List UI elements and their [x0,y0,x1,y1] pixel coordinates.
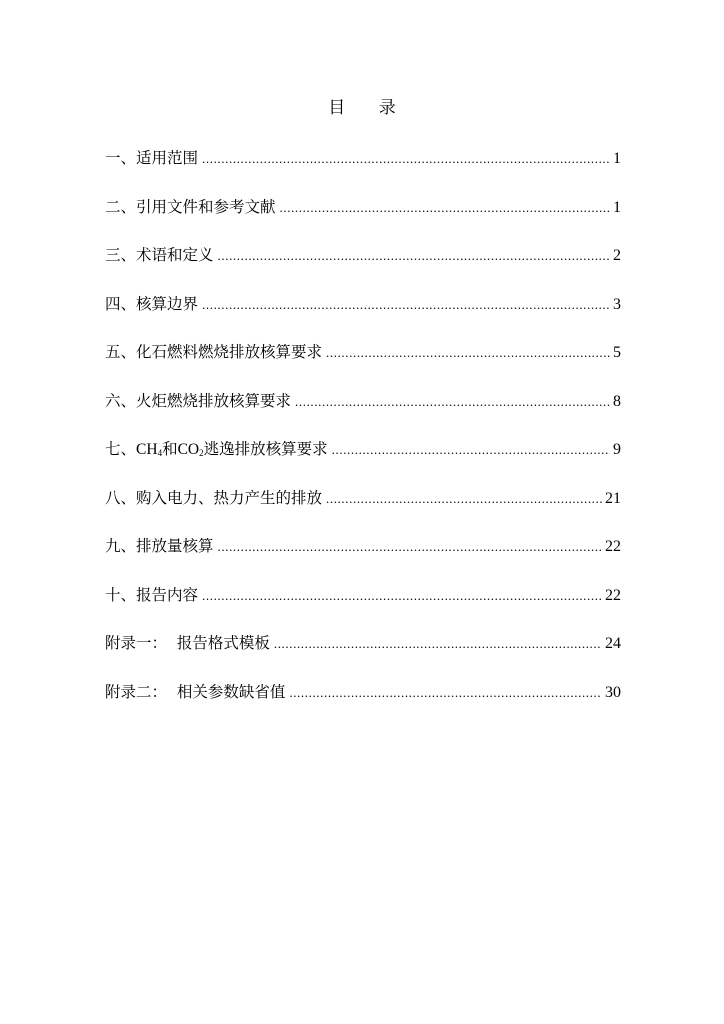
toc-entry-label: 十、报告内容 [105,585,199,604]
toc-entry-page: 9 [613,441,621,458]
toc-entry-purchased-power[interactable] [105,486,621,535]
label-co: CO [177,441,200,458]
toc-entry-page: 22 [605,538,621,555]
dot-leader [280,196,610,220]
dot-leader [274,632,602,656]
table-of-contents [105,146,621,728]
dot-leader [326,341,610,365]
toc-entry-page: 2 [613,247,621,264]
dot-leader [218,244,610,268]
toc-entry-scope[interactable] [105,146,621,195]
toc-entry-fossil-fuel[interactable] [105,340,621,389]
toc-entry-page: 1 [613,150,621,167]
toc-entry-label: 五、化石燃料燃烧排放核算要求 [105,343,323,361]
label-ch-subscript: 4 [157,448,163,458]
toc-entry-label: 四、核算边界 [105,294,199,313]
toc-entry-terms[interactable] [105,243,621,292]
label-co-subscript: 2 [199,448,204,458]
toc-entry-label: 一、适用范围 [105,149,199,167]
toc-entry-label: 八、购入电力、热力产生的排放 [105,488,323,507]
dot-leader [202,147,610,171]
dot-leader [332,438,610,462]
toc-entry-emission-accounting[interactable] [105,534,621,583]
toc-entry-page: 24 [605,635,621,652]
label-suffix: 逃逸排放核算要求 [203,440,328,458]
dot-leader [326,487,602,511]
toc-entry-fugitive[interactable] [105,437,621,486]
toc-entry-label: 附录一： 报告格式模板 [105,634,270,652]
toc-entry-label: 六、火炬燃烧排放核算要求 [105,391,292,410]
dot-leader [289,681,602,705]
toc-entry-page: 30 [605,683,621,701]
toc-entry-report-content[interactable] [105,583,621,632]
toc-entry-page: 5 [613,344,621,361]
label-prefix: 七、 [105,440,137,458]
dot-leader [202,584,602,608]
toc-entry-boundary[interactable] [105,292,621,341]
toc-entry-page: 3 [613,295,621,313]
label-ch: CH [136,441,158,458]
toc-title: 目 录 [328,98,410,118]
toc-entry-appendix-1[interactable] [105,631,621,680]
label-and: 和 [162,440,178,458]
toc-entry-label [105,437,328,462]
toc-entry-flare[interactable] [105,389,621,438]
toc-entry-page: 1 [613,198,621,216]
dot-leader [295,390,610,414]
toc-entry-page: 21 [605,489,621,507]
toc-entry-label: 二、引用文件和参考文献 [105,197,276,216]
toc-entry-references[interactable] [105,195,621,244]
toc-entry-appendix-2[interactable] [105,680,621,729]
toc-entry-page: 8 [613,392,621,410]
dot-leader [202,293,610,317]
dot-leader [218,535,602,559]
toc-entry-label: 三、术语和定义 [105,246,214,264]
toc-entry-label: 附录二： 相关参数缺省值 [105,682,286,701]
toc-entry-label: 九、排放量核算 [105,537,214,555]
toc-entry-page: 22 [605,586,621,604]
